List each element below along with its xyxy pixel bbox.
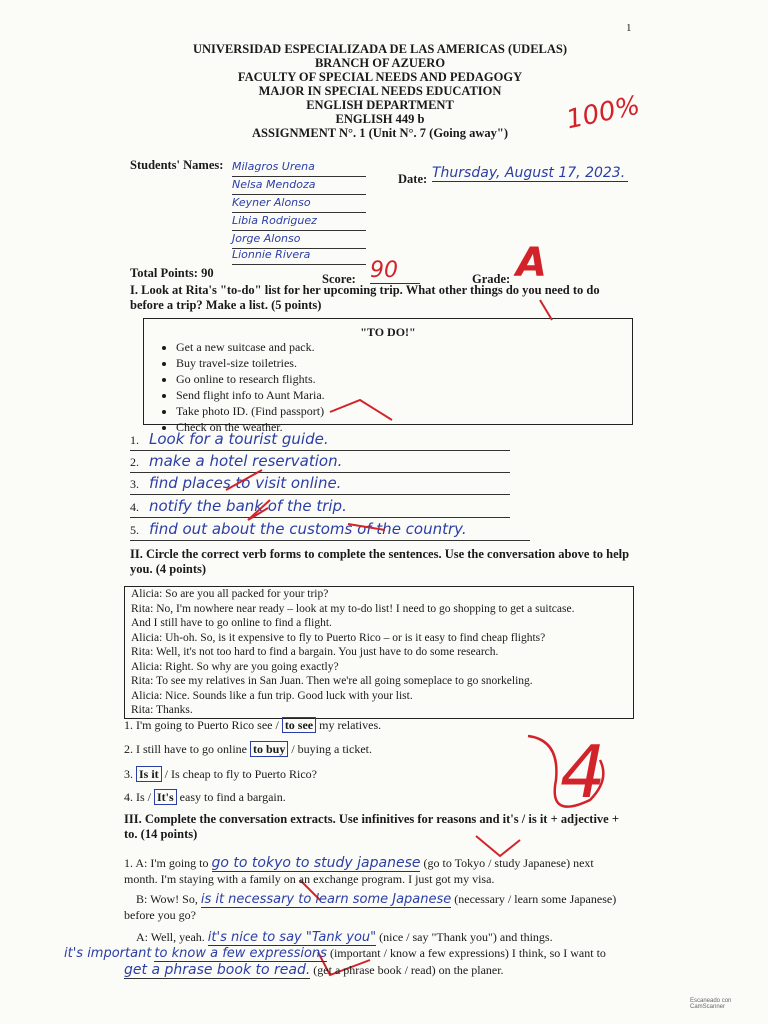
handwritten-answer: it's important bbox=[64, 946, 152, 961]
selected-answer: Is it bbox=[136, 766, 162, 782]
grade-value: A bbox=[516, 240, 547, 286]
extract-text: (nice / say "Thank you") and things. bbox=[379, 930, 553, 944]
answer-text: find places to visit online. bbox=[149, 474, 342, 492]
section2-question: II. Circle the correct verb forms to complete the sentences. Use the conversation above to help you. (4 points) bbox=[130, 547, 630, 576]
conversation-line: Rita: To see my relatives in San Juan. Then we're all going someplace to go snorkeling. bbox=[131, 675, 533, 687]
score-label: Score: bbox=[322, 272, 356, 286]
header-faculty: FACULTY OF SPECIAL NEEDS AND PEDAGOGY bbox=[237, 70, 523, 84]
conversation-line: And I still have to go online to find a flight. bbox=[131, 617, 332, 629]
page-number: 1 bbox=[626, 22, 632, 34]
extract-text: 1. A: I'm going to bbox=[124, 856, 209, 870]
score-value: 90 bbox=[370, 258, 420, 284]
answer-text: find out about the customs of the country. bbox=[149, 520, 467, 538]
sentence-text: 4. Is / bbox=[124, 790, 151, 804]
extract-b1-cont: before you go? bbox=[124, 908, 196, 922]
sentence-text: 2. I still have to go online bbox=[124, 742, 247, 756]
extract-a1 bbox=[124, 855, 594, 871]
todo-title: "TO DO!" bbox=[360, 325, 416, 339]
sentence-text: my relatives. bbox=[319, 718, 382, 732]
date-label: Date: bbox=[398, 172, 428, 186]
conversation-line: Alicia: Uh-oh. So, is it expensive to fly to Puerto Rico – or is it easy to find cheap flights? bbox=[131, 631, 546, 644]
sentence-4 bbox=[124, 790, 286, 805]
conversation-line: Rita: No, I'm nowhere near ready – look at my to-do list! I need to go shopping to get a suitcase. bbox=[131, 602, 575, 615]
student-name: Jorge Alonso bbox=[232, 232, 366, 249]
header-assignment: ASSIGNMENT N°. 1 (Unit N°. 7 (Going away") bbox=[252, 126, 508, 140]
conversation-line: Alicia: So are you all packed for your trip? bbox=[131, 588, 329, 600]
conversation-line: Alicia: Nice. Sounds like a fun trip. Good luck with your list. bbox=[131, 689, 413, 702]
sentence-text: easy to find a bargain. bbox=[179, 790, 286, 804]
conversation-line: Alicia: Right. So why are you going exactly? bbox=[131, 660, 339, 673]
answer-number: 4. bbox=[130, 500, 139, 514]
conversation-line: Rita: Thanks. bbox=[131, 704, 193, 716]
section3-question: III. Complete the conversation extracts. Use infinitives for reasons and it's / is it + adjective + to. (14 points) bbox=[124, 812, 619, 841]
handwritten-answer: go to tokyo to study japanese bbox=[211, 855, 421, 871]
student-name: Milagros Urena bbox=[232, 160, 366, 177]
date-value: Thursday, August 17, 2023. bbox=[432, 165, 628, 182]
extract-a3 bbox=[64, 946, 606, 961]
student-name: Lionnie Rivera bbox=[232, 248, 366, 265]
conversation-line: Rita: Well, it's not too hard to find a bargain. You just have to do some research. bbox=[131, 646, 499, 658]
student-name: Keyner Alonso bbox=[232, 196, 366, 213]
handwritten-answer: is it necessary to learn some Japanese bbox=[200, 892, 452, 907]
student-name: Nelsa Mendoza bbox=[232, 178, 366, 195]
handwritten-answer: it's nice to say "Tank you" bbox=[207, 930, 377, 945]
todo-item: • Go online to research flights. bbox=[176, 371, 325, 387]
extract-text: (necessary / learn some Japanese) bbox=[454, 892, 617, 906]
header-department: ENGLISH DEPARTMENT bbox=[306, 98, 454, 112]
scanner-watermark: Escaneado con CamScanner bbox=[690, 998, 732, 1010]
grade-mark: 100% bbox=[563, 90, 643, 136]
extract-a1-cont: month. I'm staying with a family on an exchange program. I just got my visa. bbox=[124, 872, 495, 886]
header-major: MAJOR IN SPECIAL NEEDS EDUCATION bbox=[258, 84, 502, 98]
header-course: ENGLISH 449 b bbox=[335, 112, 425, 126]
sentence-1 bbox=[124, 718, 381, 733]
answer-text: notify the bank of the trip. bbox=[149, 497, 347, 515]
todo-item: • Check on the weather. bbox=[176, 419, 325, 435]
sentence-text: / Is cheap to fly to Puerto Rico? bbox=[164, 767, 317, 781]
extract-text: (important / know a few expressions) I think, so I want to bbox=[329, 946, 606, 960]
selected-answer: to buy bbox=[250, 741, 288, 757]
answer-number: 3. bbox=[130, 477, 139, 491]
extract-text: (get a phrase book / read) on the planer. bbox=[313, 963, 504, 977]
sentence-text: / buying a ticket. bbox=[291, 742, 372, 756]
section1-question: I. Look at Rita's "to-do" list for her upcoming trip. What other things do you need to do before a trip? Make a list. (5 points) bbox=[130, 283, 600, 312]
extract-b1 bbox=[136, 892, 616, 907]
handwritten-answer: to know a few expressions bbox=[154, 946, 327, 961]
extract-a2 bbox=[136, 930, 553, 945]
handwritten-answer: get a phrase book to read. bbox=[124, 962, 311, 978]
todo-item: • Buy travel-size toiletries. bbox=[176, 355, 325, 371]
sentence-3 bbox=[124, 767, 317, 782]
section2-score-mark: 4 bbox=[560, 730, 606, 814]
extract-a4 bbox=[124, 962, 504, 978]
answer-number: 5. bbox=[130, 523, 139, 537]
sentence-2 bbox=[124, 742, 372, 757]
total-points: Total Points: 90 bbox=[130, 266, 214, 280]
sentence-text: 3. bbox=[124, 767, 133, 781]
selected-answer: It's bbox=[154, 789, 177, 805]
extract-text: B: Wow! So, bbox=[136, 892, 198, 906]
selected-answer: to see bbox=[282, 717, 316, 733]
sentence-text: 1. I'm going to Puerto Rico see / bbox=[124, 718, 279, 732]
student-name: Libia Rodriguez bbox=[232, 214, 366, 231]
conversation-box bbox=[124, 586, 634, 719]
todo-item: • Get a new suitcase and pack. bbox=[176, 339, 325, 355]
extract-text: (go to Tokyo / study Japanese) next bbox=[423, 856, 594, 870]
header-university: UNIVERSIDAD ESPECIALIZADA DE LAS AMERICAS (UDELAS) bbox=[192, 42, 568, 56]
students-label: Students' Names: bbox=[130, 158, 224, 172]
grade-label: Grade: bbox=[472, 272, 511, 286]
extract-text: A: Well, yeah. bbox=[136, 930, 205, 944]
header-branch: BRANCH OF AZUERO bbox=[314, 56, 446, 70]
answer-text: Look for a tourist guide. bbox=[149, 430, 329, 448]
todo-item: • Send flight info to Aunt Maria. bbox=[176, 387, 325, 403]
answer-number: 1. bbox=[130, 433, 139, 447]
answer-number: 2. bbox=[130, 455, 139, 469]
todo-item: • Take photo ID. (Find passport) bbox=[176, 403, 325, 419]
answer-text: make a hotel reservation. bbox=[149, 452, 343, 470]
